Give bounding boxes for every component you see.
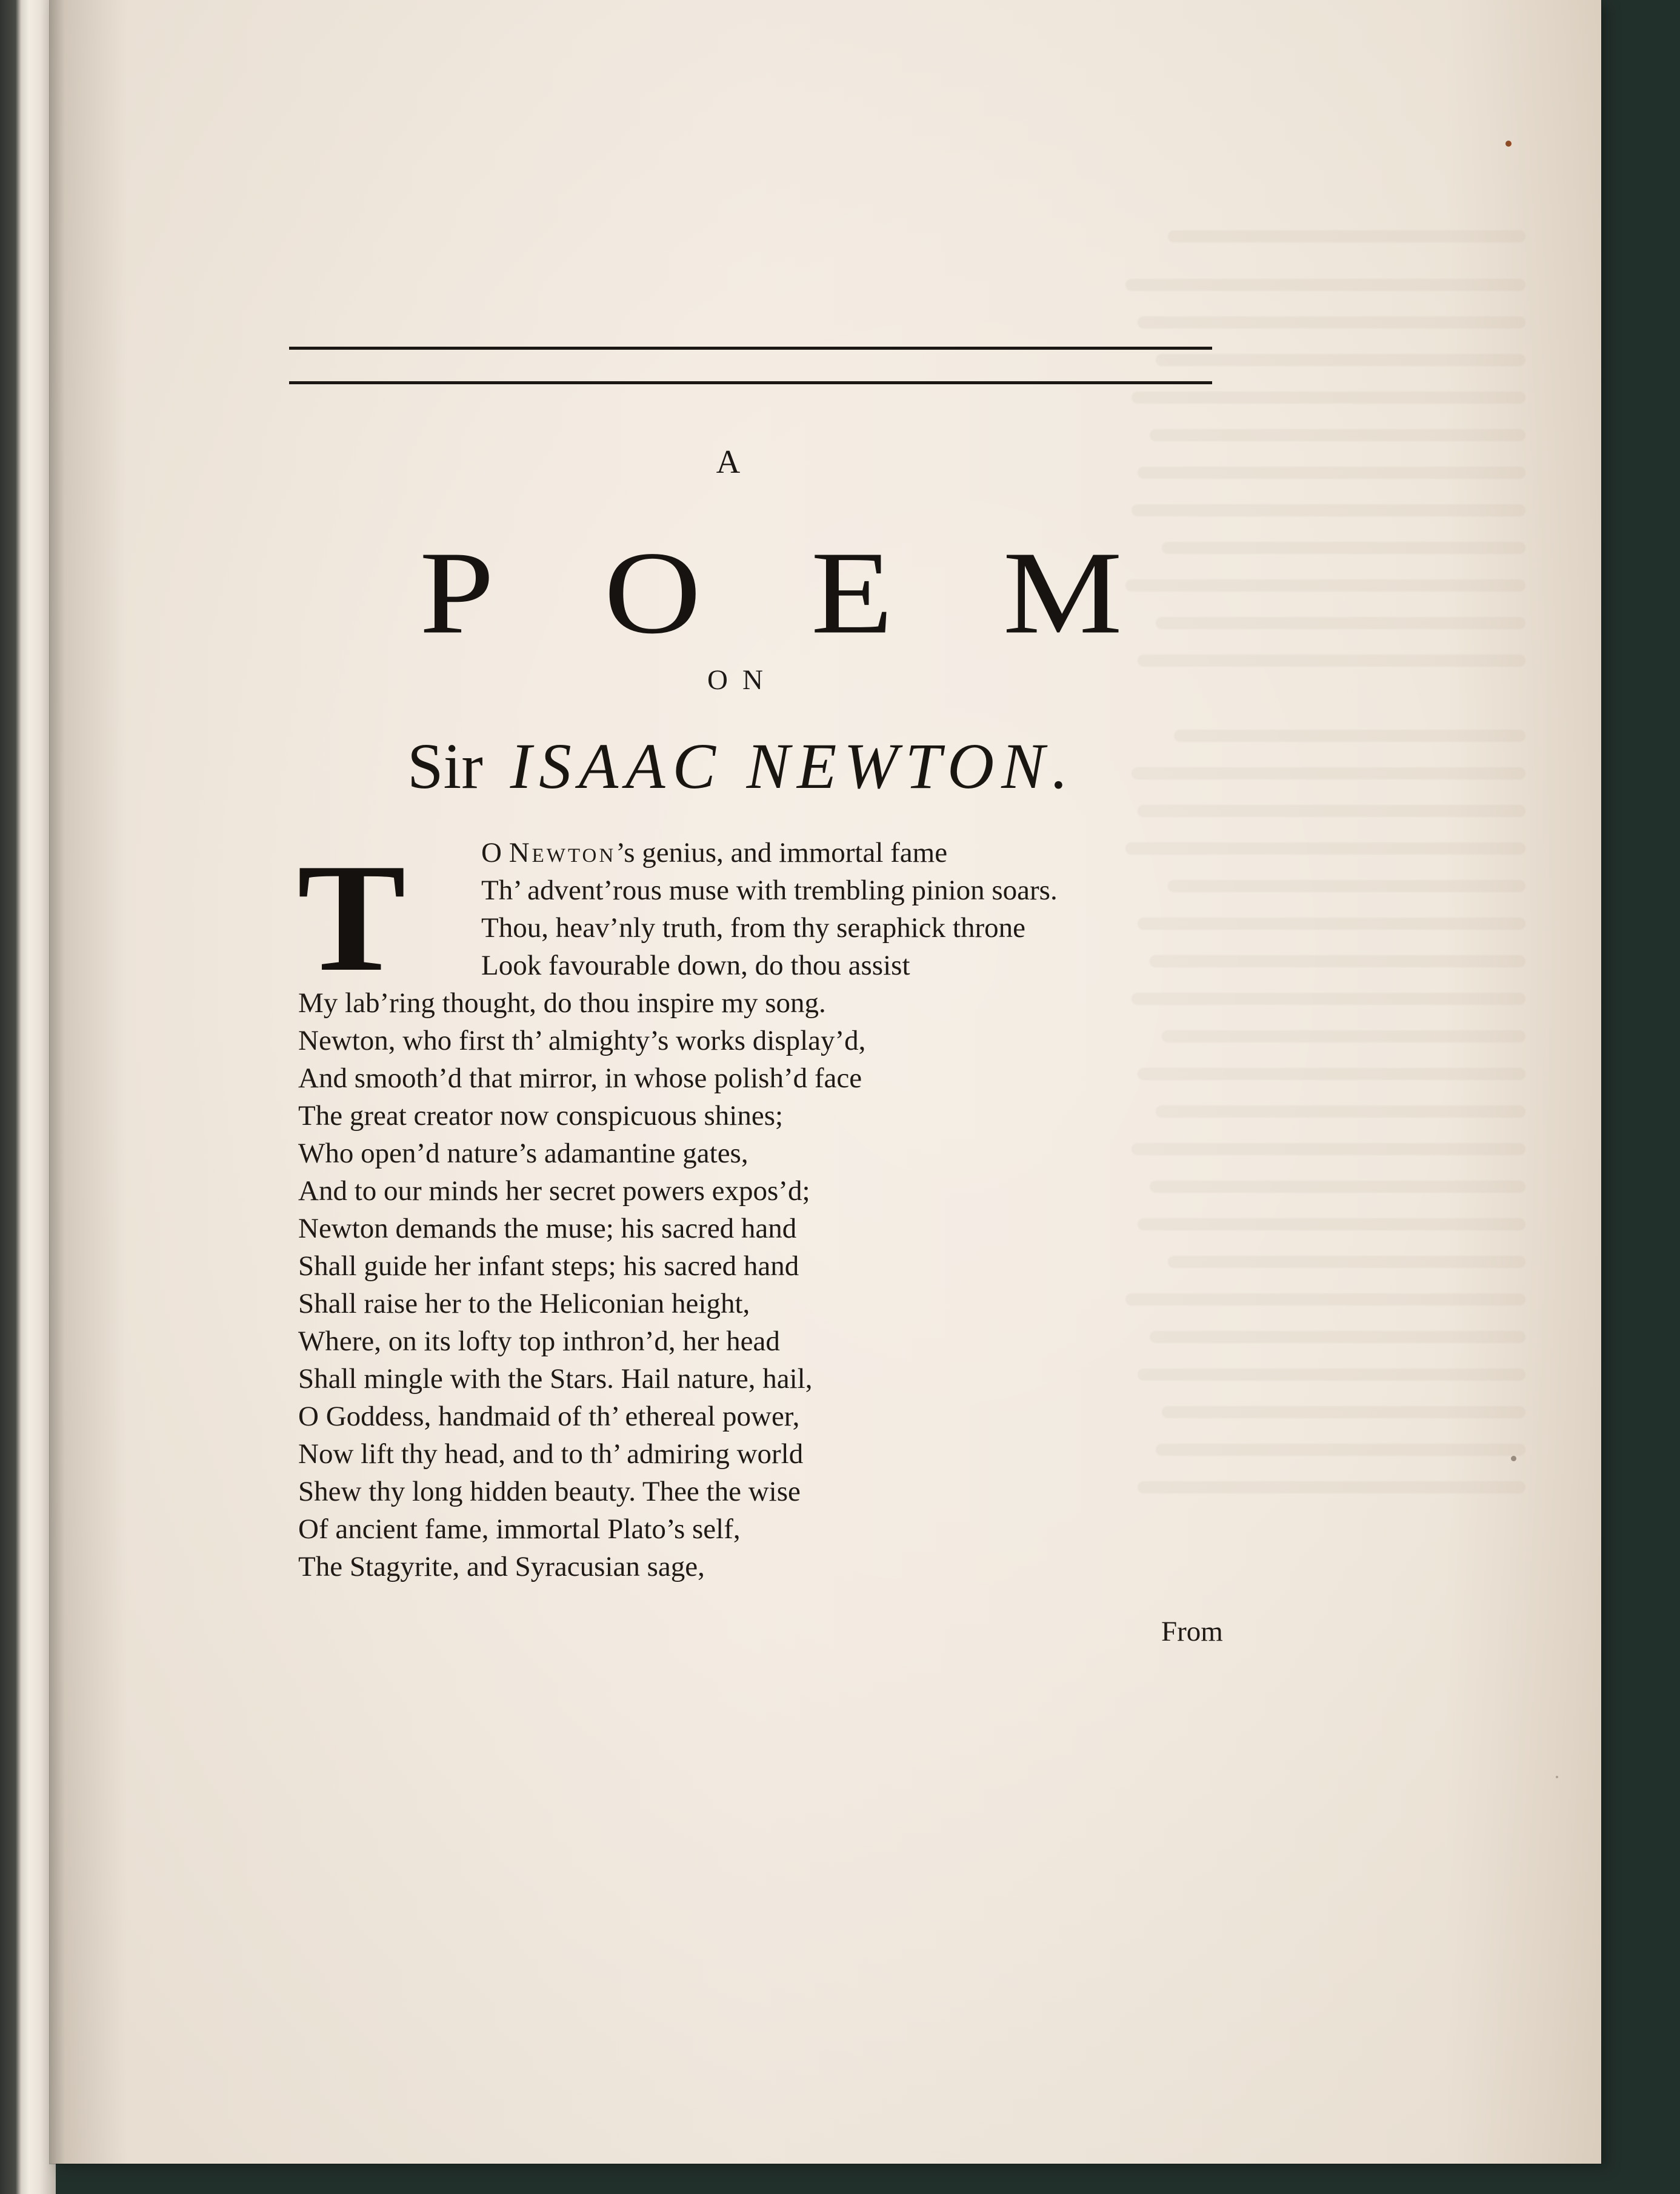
poem-opening-line	[481, 834, 947, 872]
book-page	[50, 0, 1601, 2164]
title-connector: ON	[707, 664, 778, 696]
poem-line: Newton demands the muse; his sacred hand	[298, 1213, 797, 1244]
poem-line: Th’ advent’rous muse with trembling pinion soars.	[481, 875, 1058, 906]
paper-mark	[1505, 141, 1512, 147]
opening-rest-text: O	[481, 837, 509, 869]
poem-line: O Goddess, handmaid of th’ ethereal power,	[298, 1401, 800, 1432]
opening-tail-text: ’s genius, and immortal fame	[616, 837, 948, 869]
subject-name: ISAAC NEWTON.	[510, 731, 1076, 802]
poem-line: Shall raise her to the Heliconian height,	[298, 1288, 750, 1319]
poem-line: And smooth’d that mirror, in whose polish’d face	[298, 1062, 862, 1094]
poem-line: Of ancient fame, immortal Plato’s self,	[298, 1513, 741, 1545]
poem-line: Newton, who first th’ almighty’s works display’d,	[298, 1025, 866, 1056]
poem-line: And to our minds her secret powers expos’d;	[298, 1175, 810, 1207]
honorific: Sir	[407, 731, 483, 802]
drop-cap-letter: T	[297, 832, 406, 1004]
title-article: A	[716, 443, 741, 480]
poem-line: The great creator now conspicuous shines;	[298, 1100, 784, 1132]
catchword: From	[1161, 1616, 1223, 1647]
left-binding-edge	[0, 0, 56, 2194]
main-title-letter: O	[604, 527, 701, 659]
main-title-poem	[419, 518, 1122, 659]
main-title-letter: P	[419, 527, 495, 659]
poem-line: Now lift thy head, and to th’ admiring world	[298, 1438, 804, 1470]
poem-line: The Stagyrite, and Syracusian sage,	[298, 1551, 705, 1582]
top-title-rule	[289, 347, 1212, 350]
main-title-letter: M	[1002, 527, 1122, 659]
poem-line: My lab’ring thought, do thou inspire my song.	[298, 987, 826, 1019]
poem-line: Where, on its lofty top inthron’d, her head	[298, 1325, 780, 1357]
reverse-page-showthrough	[1107, 179, 1525, 1646]
poem-line: Shall mingle with the Stars. Hail nature, hail,	[298, 1363, 813, 1395]
poem-line: Shew thy long hidden beauty. Thee the wise	[298, 1476, 801, 1507]
main-title-letter: E	[810, 527, 893, 659]
poem-line: Shall guide her infant steps; his sacred hand	[298, 1250, 799, 1282]
poem-line: Thou, heav’nly truth, from thy seraphick throne	[481, 912, 1025, 944]
poem-line: Who open’d nature’s adamantine gates,	[298, 1138, 748, 1169]
paper-mark	[1556, 1776, 1558, 1778]
opening-newton-name: Newton	[508, 837, 616, 869]
poem-line: Look favourable down, do thou assist	[481, 950, 910, 981]
paper-mark	[1511, 1456, 1516, 1461]
second-title-rule	[289, 381, 1212, 384]
subject-title	[407, 731, 1213, 802]
